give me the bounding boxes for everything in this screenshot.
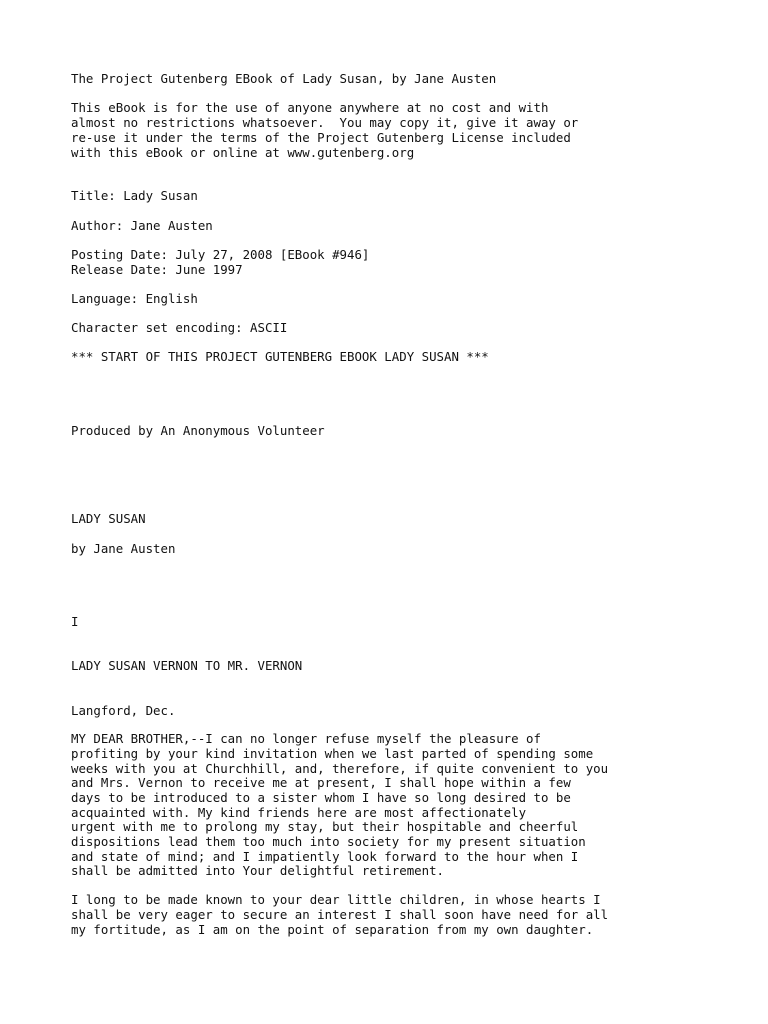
paragraph-line: and Mrs. Vernon to receive me at present, I shall hope within a few (71, 775, 571, 790)
book-title: LADY SUSAN (71, 511, 146, 526)
license-line: almost no restrictions whatsoever. You may copy it, give it away or (71, 115, 579, 130)
paragraph-line: urgent with me to prolong my stay, but their hospitable and cheerful (71, 819, 579, 834)
license-line: This eBook is for the use of anyone anywhere at no cost and with (71, 100, 549, 115)
start-marker: *** START OF THIS PROJECT GUTENBERG EBOOK LADY SUSAN *** (71, 349, 489, 364)
paragraph-line: shall be admitted into Your delightful retirement. (71, 863, 444, 878)
title-field: Title: Lady Susan (71, 188, 198, 203)
license-line: with this eBook or online at www.gutenberg.org (71, 145, 415, 160)
paragraph-line: acquainted with. My kind friends here are most affectionately (71, 805, 527, 820)
paragraph-line: dispositions lead them too much into society for my present situation (71, 834, 586, 849)
paragraph-line: shall be very eager to secure an interest I shall soon have need for all (71, 907, 609, 922)
release-date-field: Release Date: June 1997 (71, 262, 243, 277)
ebook-header-line: The Project Gutenberg EBook of Lady Susan, by Jane Austen (71, 71, 497, 86)
chapter-numeral: I (71, 614, 79, 629)
paragraph-line: weeks with you at Churchhill, and, therefore, if quite convenient to you (71, 761, 609, 776)
paragraph-line: my fortitude, as I am on the point of separation from my own daughter. (71, 922, 594, 937)
license-line: re-use it under the terms of the Project Gutenberg License included (71, 130, 571, 145)
paragraph-line: and state of mind; and I impatiently look forward to the hour when I (71, 849, 579, 864)
encoding-field: Character set encoding: ASCII (71, 320, 288, 335)
letter-dateline: Langford, Dec. (71, 703, 176, 718)
posting-date-field: Posting Date: July 27, 2008 [EBook #946] (71, 247, 370, 262)
paragraph-line: MY DEAR BROTHER,--I can no longer refuse myself the pleasure of (71, 731, 541, 746)
paragraph-line: days to be introduced to a sister whom I have so long desired to be (71, 790, 571, 805)
book-byline: by Jane Austen (71, 541, 176, 556)
producer-credit: Produced by An Anonymous Volunteer (71, 423, 325, 438)
paragraph-line: I long to be made known to your dear little children, in whose hearts I (71, 892, 601, 907)
letter-heading: LADY SUSAN VERNON TO MR. VERNON (71, 658, 303, 673)
author-field: Author: Jane Austen (71, 218, 213, 233)
paragraph-line: profiting by your kind invitation when we last parted of spending some (71, 746, 594, 761)
language-field: Language: English (71, 291, 198, 306)
